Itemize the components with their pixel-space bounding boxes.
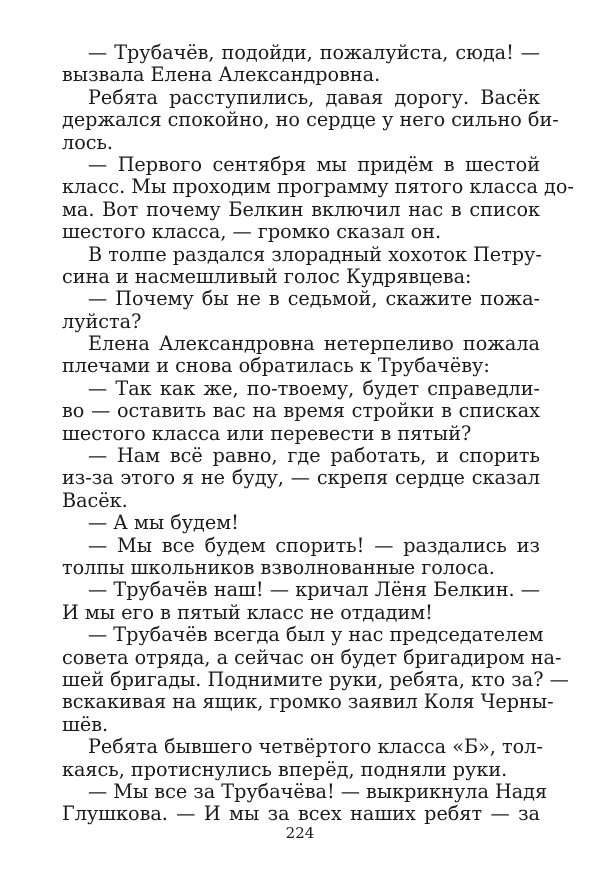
text-line: сина и насмешливый голос Кудрявцева:: [62, 264, 472, 288]
text-line: — Трубачёв всегда был у нас председателем: [88, 623, 544, 647]
text-line: вызвала Елена Александровна.: [62, 63, 381, 87]
text-line: Васёк.: [62, 488, 128, 512]
text-line: шестого класса, — громко сказал он.: [62, 220, 442, 244]
text-line: вскакивая на ящик, громко заявил Коля Черны-: [62, 690, 554, 714]
text-line: держался спокойно, но сердце у него сильно би-: [62, 108, 559, 132]
text-line: — Почему бы не в седьмой, скажите пожа-: [88, 287, 540, 311]
text-line: — Нам всё равно, где работать, и спорить: [88, 444, 540, 468]
text-line: из-за этого я не буду, — скрепя сердце сказал: [62, 466, 540, 490]
text-line: плечами и снова обратилась к Трубачёву:: [62, 354, 490, 378]
text-line: Глушкова. — И мы за всех наших ребят — за: [62, 802, 540, 826]
text-line: луйста?: [62, 309, 142, 333]
text-line: — Первого сентября мы придём в шестой: [88, 152, 540, 176]
text-line: ма. Вот почему Белкин включил нас в список: [62, 197, 540, 221]
text-line: во — оставить вас на время стройки в списках: [62, 399, 540, 423]
text-line: шёв.: [62, 712, 109, 736]
text-line: Елена Александровна нетерпеливо пожала: [88, 332, 540, 356]
text-line: класс. Мы проходим программу пятого класса до-: [62, 175, 574, 199]
text-line: — Мы все будем спорить! — раздались из: [88, 533, 540, 557]
text-line: — Трубачёв, подойди, пожалуйста, сюда! —: [88, 41, 540, 64]
text-line: — Трубачёв наш! — кричал Лёня Белкин. —: [88, 578, 540, 602]
text-line: совета отряда, а сейчас он будет бригадиром на-: [62, 645, 562, 669]
text-line: каясь, протиснулись вперёд, подняли руки.: [62, 757, 508, 781]
text-line: Ребята расступились, давая дорогу. Васёк: [88, 85, 540, 109]
text-line: шестого класса или перевести в пятый?: [62, 421, 472, 445]
text-line: Ребята бывшего четвёртого класса «Б», тол-: [88, 735, 543, 759]
page-text: [62, 41, 574, 826]
text-line: И мы его в пятый класс не отдадим!: [62, 600, 433, 624]
text-line: — Мы все за Трубачёва! — выкрикнула Надя: [88, 779, 548, 803]
text-line: В толпе раздался злорадный хохоток Петру-: [88, 242, 542, 266]
page-number: 224: [285, 824, 315, 842]
text-line: — Так как же, по-твоему, будет справедли-: [88, 376, 540, 400]
text-line: толпы школьников взволнованные голоса.: [62, 555, 495, 579]
text-line: лось.: [62, 130, 114, 154]
text-line: шей бригады. Поднимите руки, ребята, кто за? —: [62, 667, 569, 691]
text-line: — А мы будем!: [88, 511, 239, 535]
